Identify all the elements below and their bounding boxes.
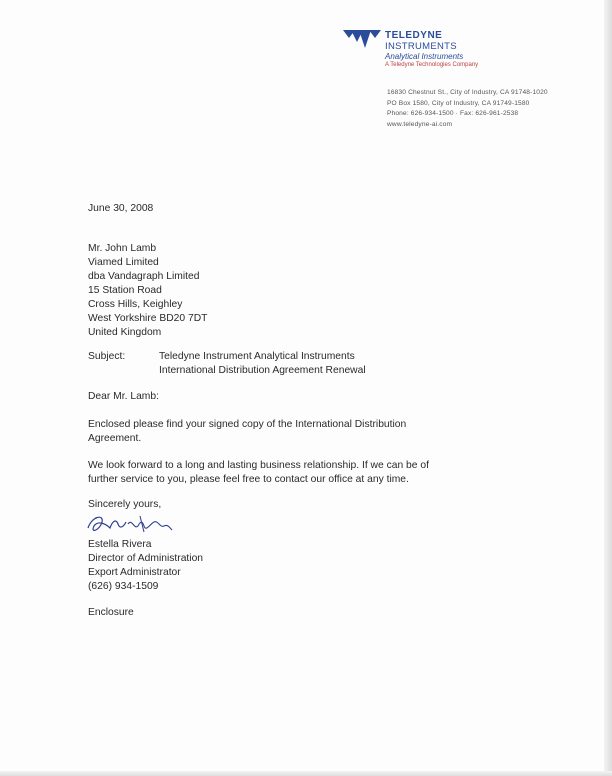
paragraph-line: Enclosed please find your signed copy of the International Distribution	[88, 419, 407, 430]
website-line: www.teledyne-ai.com	[387, 120, 453, 128]
page-bottom-edge	[0, 771, 612, 776]
recipient-line: West Yorkshire BD20 7DT	[88, 313, 208, 324]
page-edge	[604, 0, 612, 776]
company-division: INSTRUMENTS	[385, 41, 457, 52]
enclosure-note: Enclosure	[88, 607, 134, 618]
signer-phone: (626) 934-1509	[88, 581, 159, 592]
signer-title: Export Administrator	[88, 567, 181, 578]
letter-date: June 30, 2008	[88, 203, 154, 214]
paragraph-enclosed	[88, 418, 406, 446]
letterhead-brand	[385, 30, 478, 69]
address-line: PO Box 1580, City of Industry, CA 91749-1580	[387, 99, 530, 107]
recipient-line: 15 Station Road	[88, 285, 162, 296]
paragraph-line: further service to you, please feel free to contact our office at any time.	[88, 474, 409, 485]
handwritten-signature	[84, 510, 176, 538]
paragraph-line: We look forward to a long and lasting business relationship. If we can be of	[88, 460, 429, 471]
paragraph-relationship	[88, 459, 429, 487]
company-subdivision: Analytical Instruments	[385, 52, 464, 61]
address-line: Phone: 626-934-1500 · Fax: 626-961-2538	[387, 110, 519, 117]
subject-label: Subject:	[88, 351, 126, 362]
recipient-line: dba Vandagraph Limited	[88, 271, 200, 282]
letterhead-address	[387, 88, 548, 130]
recipient-line: United Kingdom	[88, 327, 162, 338]
recipient-block	[88, 242, 207, 340]
closing: Sincerely yours,	[88, 499, 162, 510]
recipient-line: Mr. John Lamb	[88, 243, 157, 254]
salutation: Dear Mr. Lamb:	[88, 391, 159, 402]
paragraph-line: Agreement.	[88, 433, 142, 444]
signer-name: Estella Rivera	[88, 539, 152, 550]
signer-block	[88, 538, 203, 594]
subject-text	[159, 350, 366, 378]
signer-title: Director of Administration	[88, 553, 204, 564]
recipient-line: Cross Hills, Keighley	[88, 299, 183, 310]
address-line: 16830 Chestnut St., City of Industry, CA 91748-1020	[387, 89, 548, 96]
company-parent-line: A Teledyne Technologies Company	[385, 62, 479, 68]
company-name: TELEDYNE	[385, 30, 443, 41]
subject-line: Teledyne Instrument Analytical Instruments	[159, 351, 355, 362]
subject-line: International Distribution Agreement Renewal	[159, 365, 366, 376]
recipient-line: Viamed Limited	[88, 257, 159, 268]
teledyne-logo-icon	[343, 28, 383, 50]
